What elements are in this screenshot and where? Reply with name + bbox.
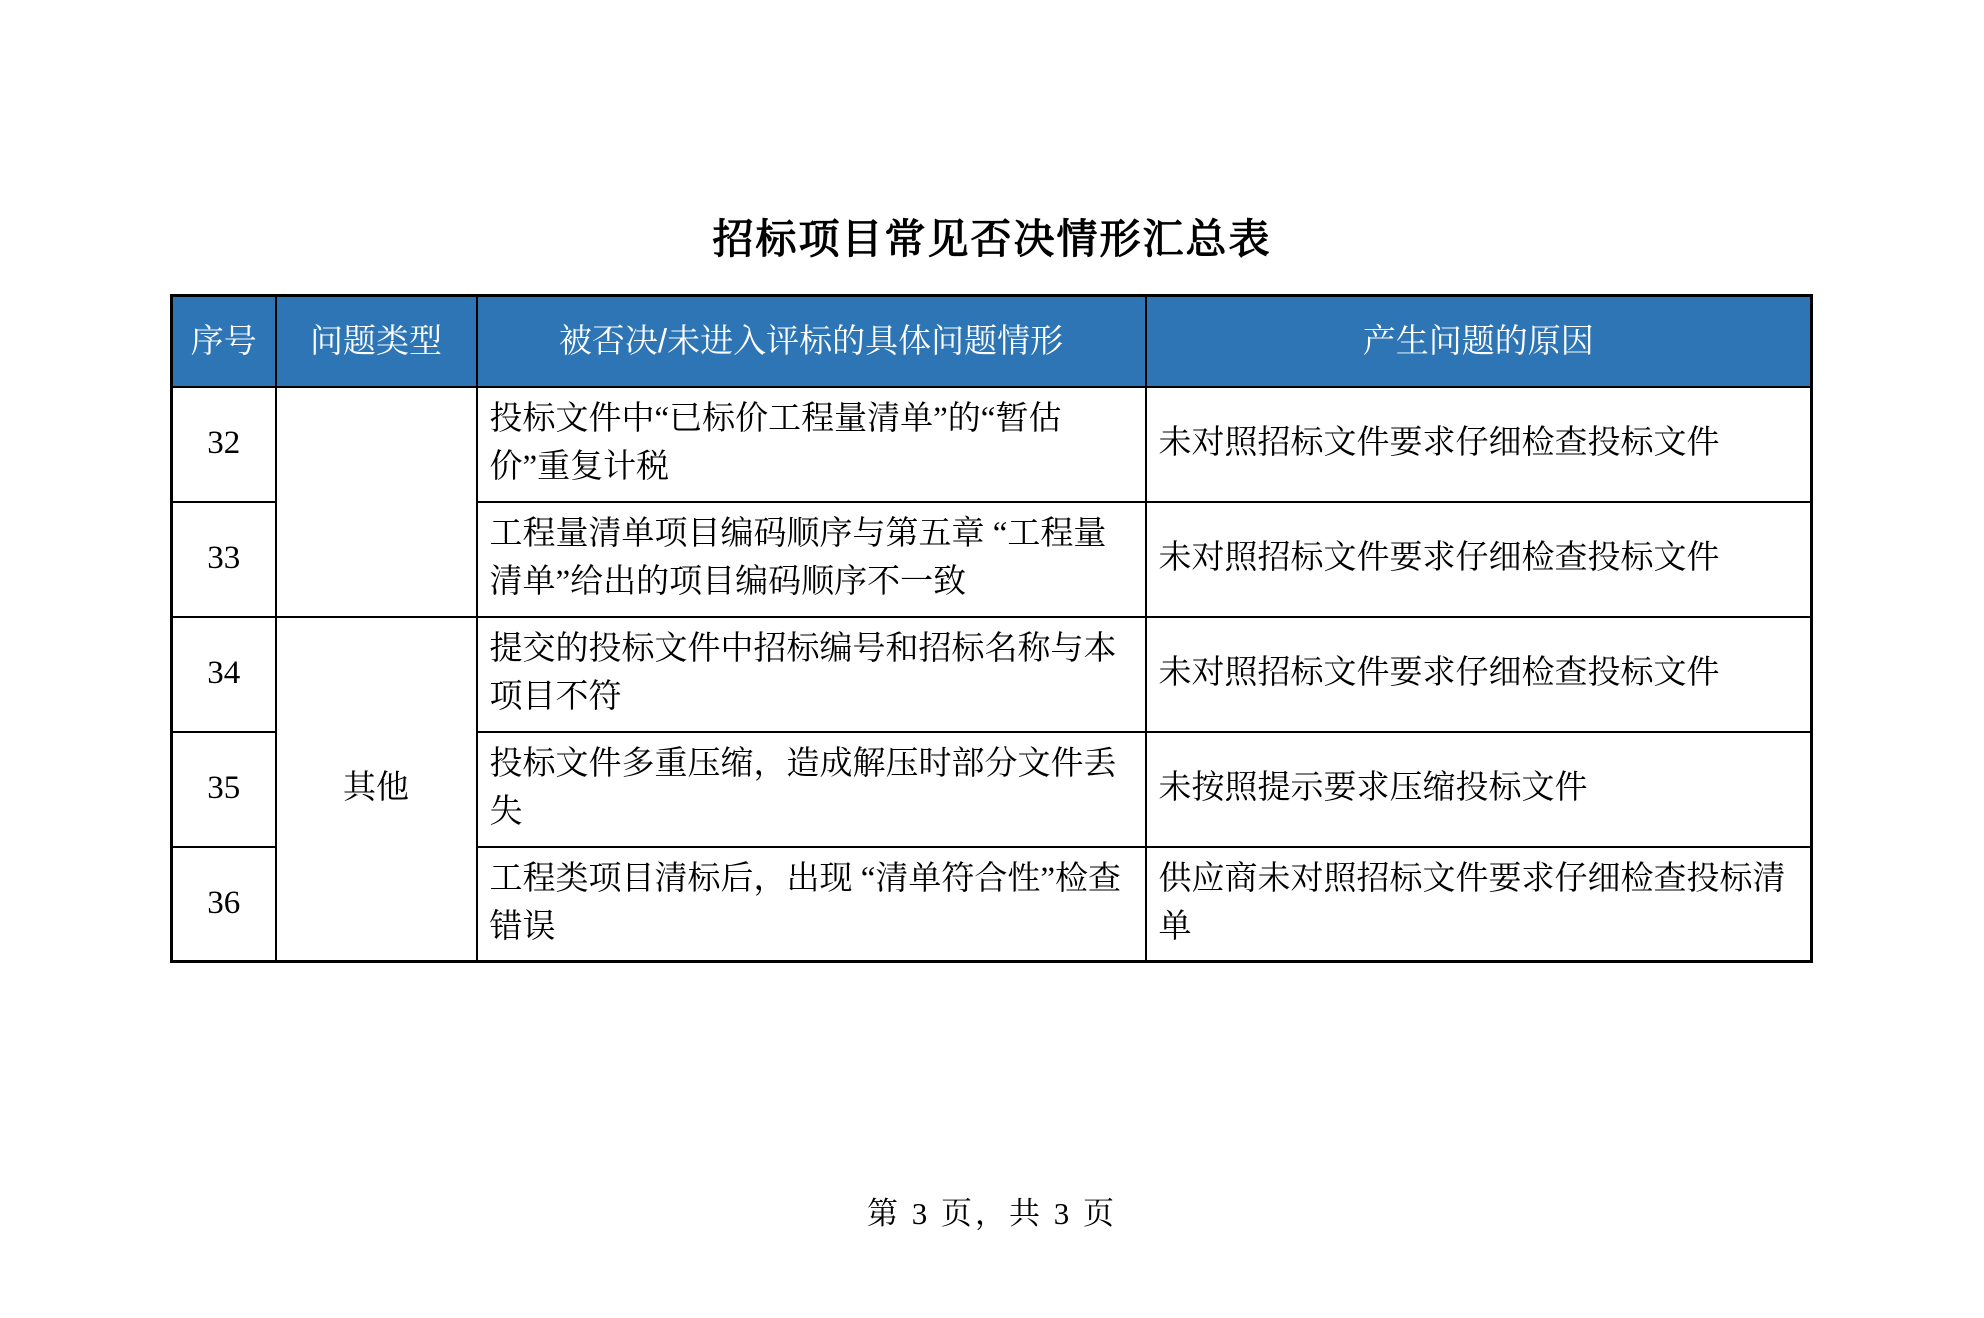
page-number-footer: 第 3 页，共 3 页 xyxy=(867,1196,1117,1231)
col-header-reason: 产生问题的原因 xyxy=(1146,296,1812,387)
category-cell-empty xyxy=(276,387,477,617)
situation-cell: 提交的投标文件中招标编号和招标名称与本项目不符 xyxy=(477,617,1146,732)
category-cell-other: 其他 xyxy=(276,617,477,962)
row-number-cell: 34 xyxy=(172,617,276,732)
col-header-no: 序号 xyxy=(172,296,276,387)
table-row xyxy=(172,617,1812,732)
reason-cell: 未对照招标文件要求仔细检查投标文件 xyxy=(1146,617,1812,732)
col-header-category: 问题类型 xyxy=(276,296,477,387)
row-number-cell: 36 xyxy=(172,847,276,962)
reason-cell: 供应商未对照招标文件要求仔细检查投标清单 xyxy=(1146,847,1812,962)
reason-cell: 未按照提示要求压缩投标文件 xyxy=(1146,732,1812,847)
reason-cell: 未对照招标文件要求仔细检查投标文件 xyxy=(1146,502,1812,617)
page-title: 招标项目常见否决情形汇总表 xyxy=(712,216,1272,262)
row-number-cell: 35 xyxy=(172,732,276,847)
situation-cell: 投标文件多重压缩，造成解压时部分文件丢失 xyxy=(477,732,1146,847)
situation-cell: 工程量清单项目编码顺序与第五章 “工程量清单”给出的项目编码顺序不一致 xyxy=(477,502,1146,617)
col-header-situation: 被否决/未进入评标的具体问题情形 xyxy=(477,296,1146,387)
situation-cell: 投标文件中“已标价工程量清单”的“暂估价”重复计税 xyxy=(477,387,1146,502)
table-header-row xyxy=(172,296,1812,387)
situation-cell: 工程类项目清标后，出现 “清单符合性”检查错误 xyxy=(477,847,1146,962)
row-number-cell: 32 xyxy=(172,387,276,502)
table-row xyxy=(172,387,1812,502)
rejection-summary-table xyxy=(170,294,1813,963)
row-number-cell: 33 xyxy=(172,502,276,617)
reason-cell: 未对照招标文件要求仔细检查投标文件 xyxy=(1146,387,1812,502)
